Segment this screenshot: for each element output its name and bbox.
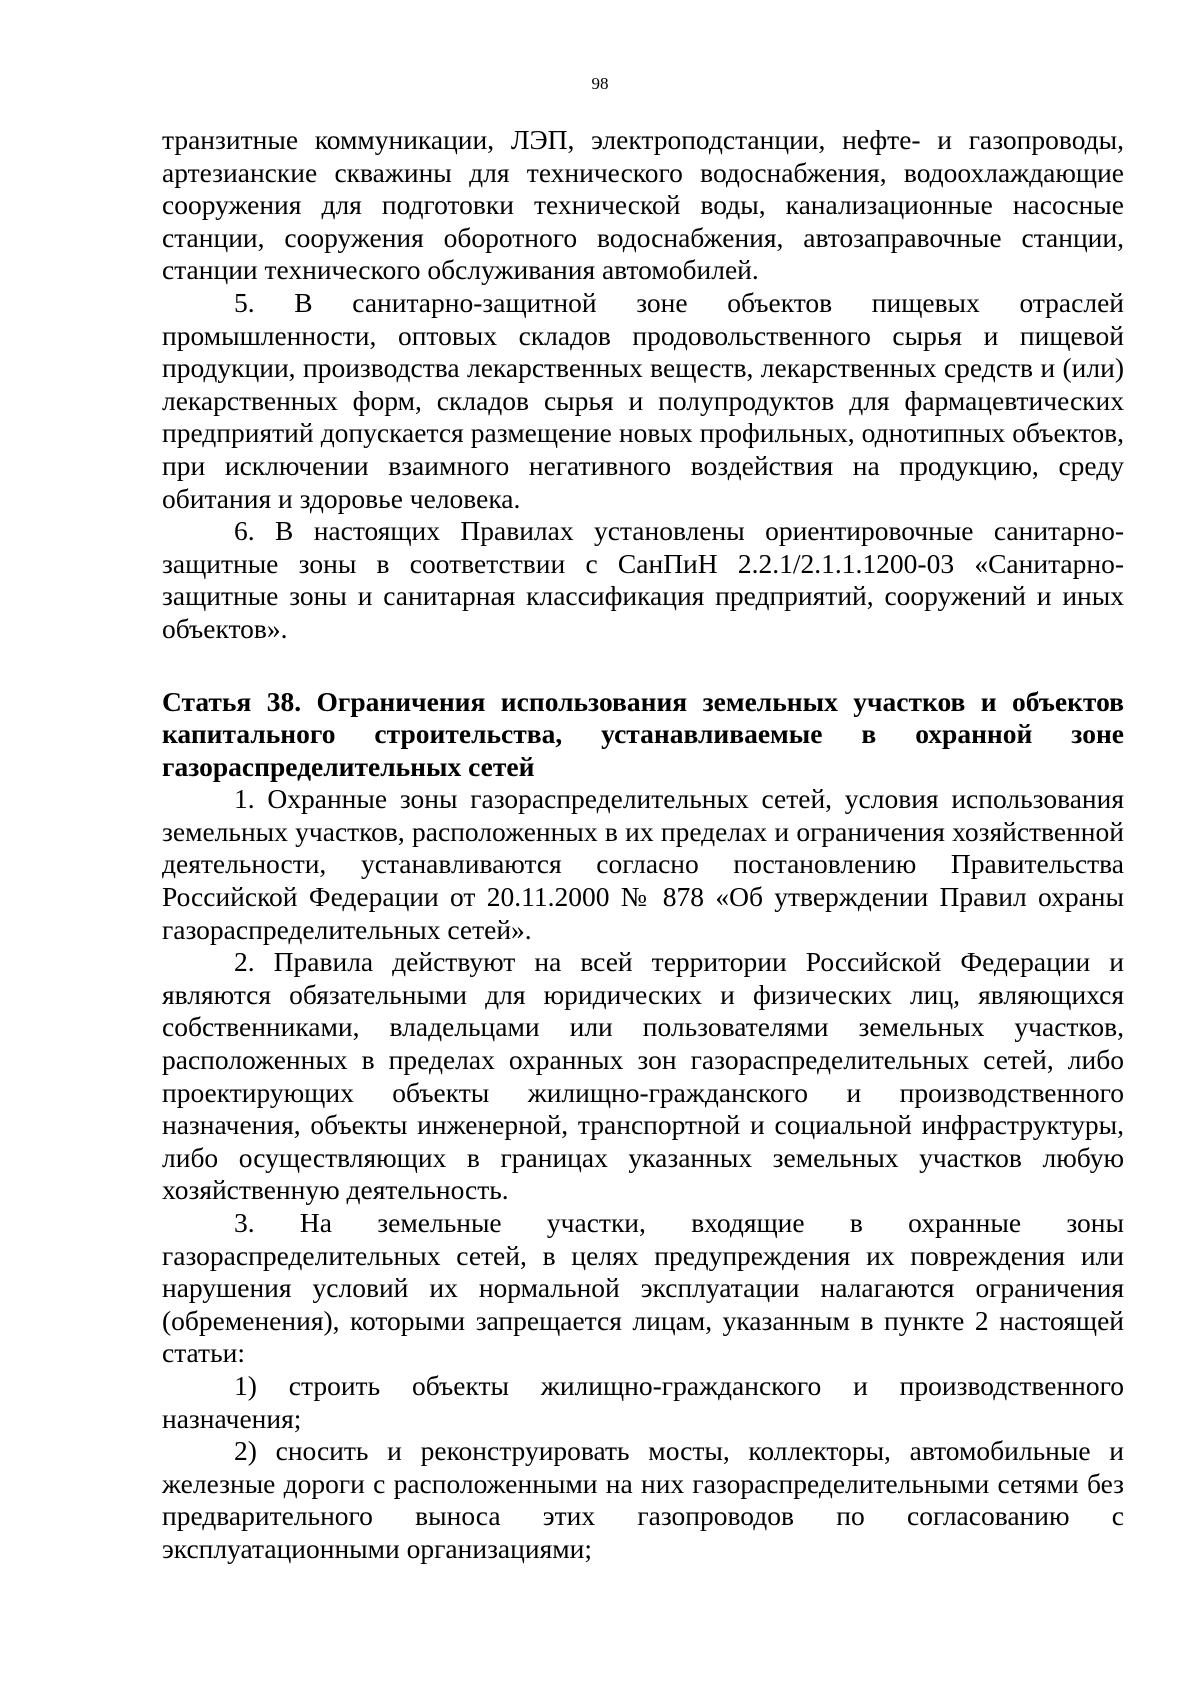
article-paragraph-1: 1. Охранные зоны газораспределительных сетей, условия использования земельных участков, расположенных в их пределах и ограничения хозяйственной деятельности, устанавливаются согласно постановлению Правительства Российской Федерации от 20.11.2000 № 878 «Об утверждении Правил охраны газораспределительных сетей». [162, 783, 1124, 945]
article-paragraph-2: 2. Правила действуют на всей территории Российской Федерации и являются обязательными для юридических и физических лиц, являющихся собственниками, владельцами или пользователями земельных участков, расположенных в пределах охранных зон газораспределительных сетей, либо проектирующих объекты жилищно-гражданского и производственного назначения, объекты инженерной, транспортной и социальной инфраструктуры, либо осуществляющих в границах указанных земельных участков любую хозяйственную деятельность. [162, 946, 1124, 1206]
paragraph-item-5: 5. В санитарно-защитной зоне объектов пищевых отраслей промышленности, оптовых складов продовольственного сырья и пищевой продукции, производства лекарственных веществ, лекарственных средств и (или) лекарственных форм, складов сырья и полупродуктов для фармацевтических предприятий допускается размещение новых профильных, однотипных объектов, при исключении взаимного негативного воздействия на продукцию, среду обитания и здоровье человека. [162, 286, 1124, 514]
article-subitem-2: 2) сносить и реконструировать мосты, коллекторы, автомобильные и железные дороги с расположенными на них газораспределительными сетями без предварительного выноса этих газопроводов по согласованию с эксплуатационными организациями; [162, 1435, 1124, 1564]
paragraph-item-6: 6. В настоящих Правилах установлены ориентировочные санитарно-защитные зоны в соответствии с СанПиН 2.2.1/2.1.1.1200-03 «Санитарно-защитные зоны и санитарная классификация предприятий, сооружений и иных объектов». [162, 515, 1124, 644]
article-heading: Статья 38. Ограничения использования земельных участков и объектов капитального строительства, устанавливаемые в охранной зоне газораспределительных сетей [162, 685, 1124, 782]
paragraph-continuation: транзитные коммуникации, ЛЭП, электроподстанции, нефте- и газопроводы, артезианские скважины для технического водоснабжения, водоохлаждающие сооружения для подготовки технической воды, канализационные насосные станции, сооружения оборотного водоснабжения, автозаправочные станции, станции технического обслуживания автомобилей. [162, 124, 1124, 286]
page-number: 98 [591, 74, 609, 93]
article-subitem-1: 1) строить объекты жилищно-гражданского и производственного назначения; [162, 1369, 1124, 1434]
article-paragraph-3: 3. На земельные участки, входящие в охранные зоны газораспределительных сетей, в целях предупреждения их повреждения или нарушения условий их нормальной эксплуатации налагаются ограничения (обременения), которыми запрещается лицам, указанным в пункте 2 настоящей статьи: [162, 1207, 1124, 1369]
page-body [162, 124, 1124, 1566]
